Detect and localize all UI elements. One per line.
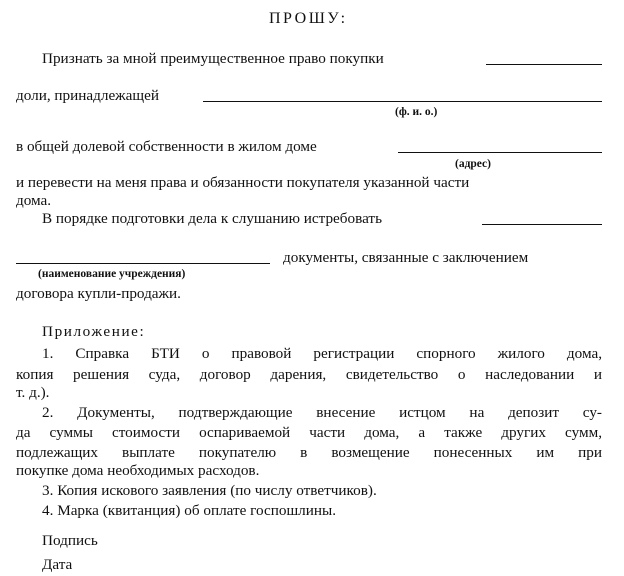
request-line-7: документы, связанные с заключением	[283, 249, 529, 266]
appendix-item-4: 4. Марка (квитанция) об оплате госпошлины.	[42, 502, 336, 519]
date-label: Дата	[42, 556, 73, 573]
appendix-item-1-line-1: 1. Справка БТИ о правовой регистрации спорного жилого дома,	[42, 345, 602, 362]
appendix-item-1-line-3: т. д.).	[16, 384, 50, 401]
request-line-1: Признать за мной преимущественное право покупки	[42, 50, 384, 67]
blank-line-1	[486, 64, 602, 65]
request-line-5: дома.	[16, 192, 52, 209]
institution-hint: (наименование учреждения)	[38, 268, 186, 280]
appendix-item-2-line-2: да суммы стоимости оспариваемой части дома, а также других сумм,	[16, 424, 602, 441]
address-hint: (адрес)	[455, 158, 491, 170]
appendix-item-2-line-4: покупке дома необходимых расходов.	[16, 462, 260, 479]
page-heading: ПРОШУ:	[269, 10, 348, 27]
signature-label: Подпись	[42, 532, 98, 549]
blank-line-address	[398, 152, 602, 153]
owner-hint: (ф. и. о.)	[395, 106, 438, 118]
request-line-6: В порядке подготовки дела к слушанию истребовать	[42, 210, 382, 227]
blank-line-institution	[16, 263, 270, 264]
appendix-title: Приложение:	[42, 323, 146, 340]
blank-line-6	[482, 224, 602, 225]
appendix-item-3: 3. Копия искового заявления (по числу ответчиков).	[42, 482, 377, 499]
request-line-2: доли, принадлежащей	[16, 87, 159, 104]
appendix-item-2-line-1: 2. Документы, подтверждающие внесение истцом на депозит су-	[42, 404, 602, 421]
request-line-8: договора купли-продажи.	[16, 285, 181, 302]
appendix-item-1-line-2: копия решения суда, договор дарения, свидетельство о наследовании и	[16, 366, 602, 383]
blank-line-owner	[203, 101, 602, 102]
request-line-3: в общей долевой собственности в жилом доме	[16, 138, 317, 155]
appendix-item-2-line-3: подлежащих выплате покупателю в возмещение понесенных им при	[16, 444, 602, 461]
request-line-4: и перевести на меня права и обязанности покупателя указанной части	[16, 174, 470, 191]
